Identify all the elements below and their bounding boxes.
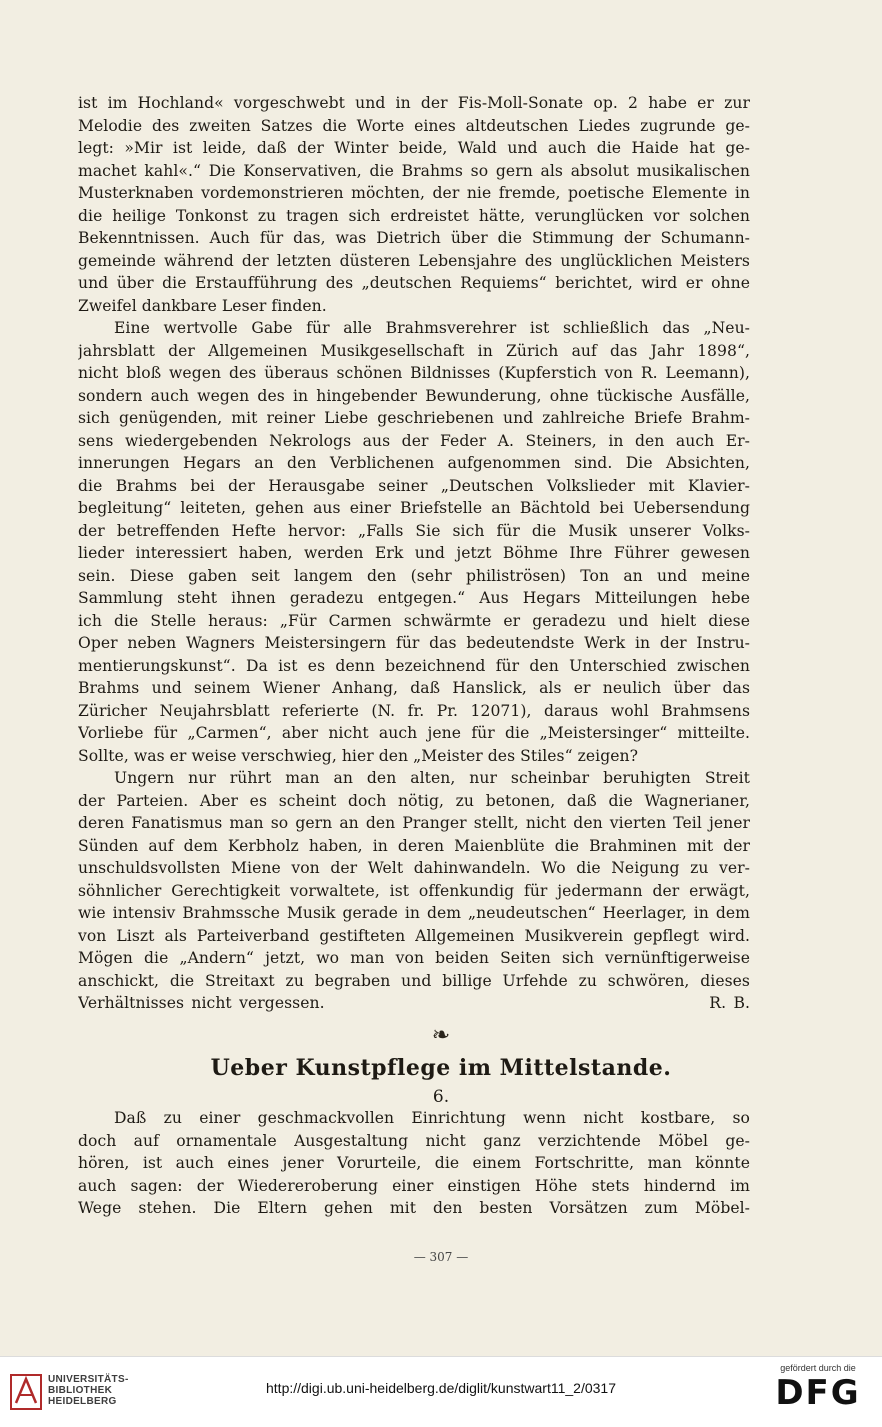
section-ornament: ❧ — [431, 1023, 451, 1048]
text-line: Verhältnisses nicht vergessen. R. B. — [78, 994, 750, 1012]
text-line: von Liszt als Parteiverband gestifteten Allgemeinen Musikverein gepflegt wird. — [78, 926, 750, 945]
text-line: mentierungskunst“. Da ist es denn bezeichnend für den Unterschied zwischen — [78, 656, 750, 675]
text-line: der Parteien. Aber es scheint doch nötig, zu betonen, daß die Wagnerianer, — [78, 791, 750, 810]
text-line: sens wiedergebenden Nekrologs aus der Feder A. Steiners, in den auch Er- — [78, 431, 750, 450]
text-line: anschickt, die Streitaxt zu begraben und billige Urfehde zu schwören, dieses — [78, 971, 750, 990]
body-text-block — [78, 92, 750, 1015]
text-line: Melodie des zweiten Satzes die Worte eines altdeutschen Liedes zugrunde ge- — [78, 116, 750, 135]
funder-block — [768, 1363, 868, 1413]
text-line: begleitung“ leiteten, gehen aus einer Briefstelle an Bächtold bei Uebersendung — [78, 499, 750, 517]
text-line: nicht bloß wegen des überaus schönen Bildnisses (Kupferstich von R. Leemann), — [78, 364, 750, 382]
text-line: die Brahms bei der Herausgabe seiner „Deutschen Volkslieder mit Klavier- — [78, 476, 750, 495]
text-line: Daß zu einer geschmackvollen Einrichtung wenn nicht kostbare, so — [114, 1109, 750, 1127]
section-number: 6. — [432, 1087, 450, 1107]
text-line: jahrsblatt der Allgemeinen Musikgesellschaft in Zürich auf das Jahr 1898“, — [78, 341, 750, 360]
text-line: deren Fanatismus man so gern an den Pranger stellt, nicht den vierten Teil jener — [78, 814, 750, 832]
text-line: auch sagen: der Wiedereroberung einer einstigen Höhe stets hindernd im — [78, 1176, 750, 1195]
text-line: doch auf ornamentale Ausgestaltung nicht ganz verzichtende Möbel ge- — [78, 1131, 750, 1150]
text-line: sich genügenden, mit reiner Liebe geschriebenen und zahlreiche Briefe Brahm- — [78, 409, 750, 427]
text-line: ist im Hochland« vorgeschwebt und in der Fis-Moll-Sonate op. 2 habe er zur — [78, 94, 750, 112]
text-line: ich die Stelle heraus: „Für Carmen schwärmte er geradezu und hielt diese — [78, 611, 750, 630]
article-heading: Ueber Kunstpflege im Mittelstande. — [210, 1055, 672, 1081]
source-url-link[interactable]: http://digi.ub.uni-heidelberg.de/diglit/kunstwart11_2/0317 — [266, 1380, 616, 1396]
text-line: sein. Diese gaben seit langem den (sehr philiströsen) Ton an und meine — [78, 566, 750, 585]
text-line: innerungen Hegars an den Verblichenen aufgenommen sind. Die Absichten, — [78, 454, 750, 472]
text-line: legt: »Mir ist leide, daß der Winter beide, Wald und auch die Haide hat ge- — [78, 139, 750, 157]
funder-caption: gefördert durch die — [780, 1363, 856, 1373]
page-number: — 307 — — [413, 1250, 469, 1264]
text-line: Musterknaben vordemonstrieren möchten, der nie fremde, poetische Elemente in — [78, 184, 750, 202]
text-line: Zweifel dankbare Leser finden. — [78, 296, 327, 315]
text-line: Wege stehen. Die Eltern gehen mit den besten Vorsätzen zum Möbel- — [78, 1199, 750, 1217]
text-line: Vorliebe für „Carmen“, aber nicht auch jene für die „Meistersinger“ mitteilte. — [78, 724, 750, 742]
library-name-line: UNIVERSITÄTS- — [48, 1374, 129, 1385]
body-text-block-2 — [78, 1107, 750, 1220]
text-line: söhnlicher Gerechtigkeit vorwaltete, ist offenkundig für jedermann der erwägt, — [78, 881, 750, 900]
text-line: Bekenntnissen. Auch für das, was Dietrich über die Stimmung der Schumann- — [78, 229, 750, 247]
library-name-line: HEIDELBERG — [48, 1396, 117, 1407]
text-line: Sollte, was er weise verschwieg, hier den „Meister des Stiles“ zeigen? — [78, 746, 639, 765]
text-line: Ungern nur rührt man an den alten, nur scheinbar beruhigten Streit — [114, 769, 750, 787]
text-line: machet kahl«.“ Die Konservativen, die Brahms so gern als absolut musikalischen — [78, 161, 750, 180]
text-line: lieder interessiert haben, werden Erk und jetzt Böhme Ihre Führer gewesen — [78, 544, 750, 562]
text-line: die heilige Tonkonst zu tragen sich erdreistet hätte, verunglücken vor solchen — [78, 206, 750, 225]
library-name-line: BIBLIOTHEK — [48, 1385, 113, 1396]
viewer-footer — [0, 1356, 882, 1427]
text-line: wie intensiv Brahmssche Musik gerade in dem „neudeutschen“ Heerlager, in dem — [78, 904, 750, 922]
text-line: und über die Erstaufführung des „deutschen Requiems“ berichtet, wird er ohne — [78, 274, 750, 292]
text-line: Sammlung steht ihnen geradezu entgegen.“ Aus Hegars Mitteilungen hebe — [78, 589, 750, 607]
text-line: unschuldsvollsten Miene von der Welt dahinwandeln. Wo die Neigung zu ver- — [78, 859, 750, 877]
text-line: sondern auch wegen des in hingebender Bewunderung, ohne tückische Ausfälle, — [78, 386, 750, 405]
text-line: Oper neben Wagners Meistersingern für das bedeutendste Werk in der Instru- — [78, 634, 750, 652]
text-line: Brahms und seinem Wiener Anhang, daß Hanslick, als er neulich über das — [78, 679, 750, 697]
dfg-logo: DFG — [775, 1373, 861, 1413]
text-line: Eine wertvolle Gabe für alle Brahmsverehrer ist schließlich das „Neu- — [114, 319, 750, 337]
text-line: Mögen die „Andern“ jetzt, wo man von beiden Seiten sich vernünftigerweise — [78, 949, 750, 967]
text-line: Sünden auf dem Kerbholz haben, in deren Maienblüte die Brahminen mit der — [78, 836, 750, 855]
text-line: Züricher Neujahrsblatt referierte (N. fr. Pr. 12071), daraus wohl Brahmsens — [78, 701, 750, 720]
text-line: der betreffenden Hefte hervor: „Falls Sie sich für die Musik unserer Volks- — [78, 521, 750, 540]
text-line: gemeinde während der letzten düsteren Lebensjahre des unglücklichen Meisters — [78, 251, 750, 270]
text-line: hören, ist auch eines jener Vorurteile, die einem Fortschritte, man könnte — [78, 1154, 750, 1172]
